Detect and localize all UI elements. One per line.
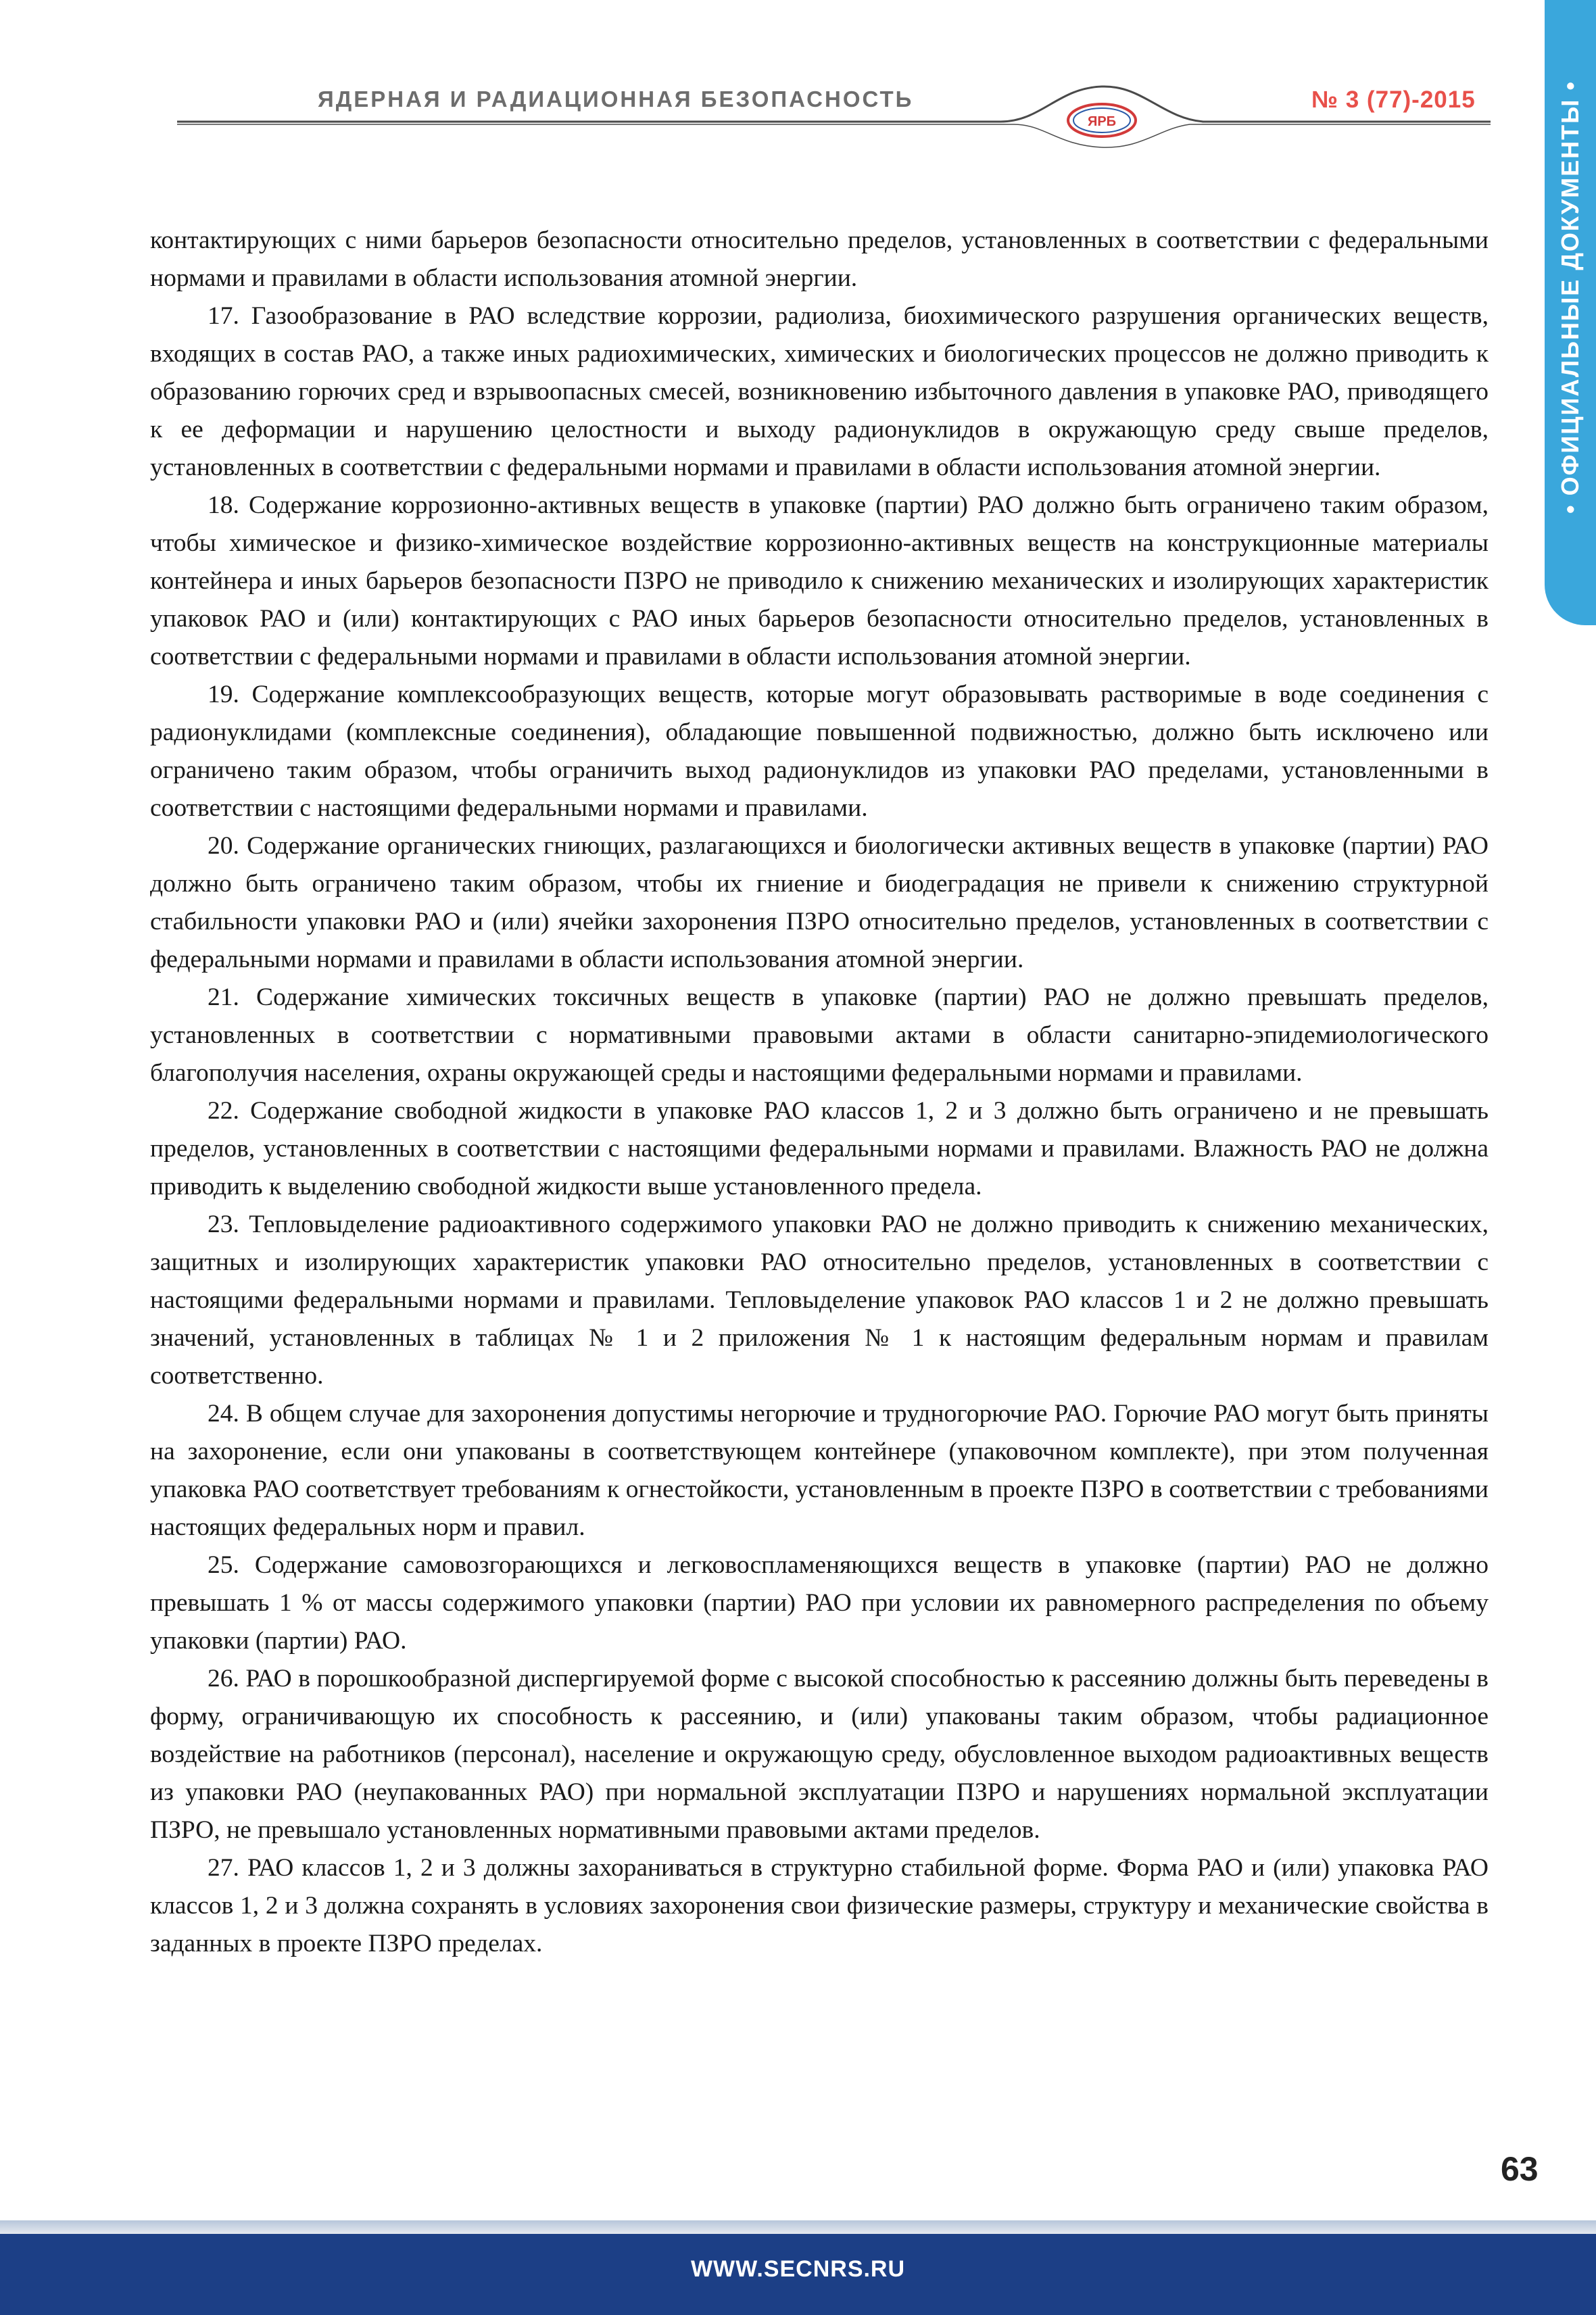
paragraph-23: 23. Тепловыделение радиоактивного содержимого упаковки РАО не должно приводить к снижению механических, защитных и изолирующих характеристик упаковки РАО относительно пределов, установленных в соответствии с настоящими федеральными нормами и правилами. Тепловыделение упаковок РАО классов 1 и 2 не должно превышать значений, установленных в таблицах № 1 и 2 приложения № 1 к настоящим федеральным нормам и правилам соответственно. (150, 1211, 1489, 1390)
section-side-tab-label (1543, 458, 1570, 514)
paragraph-22: 22. Содержание свободной жидкости в упаковке РАО классов 1, 2 и 3 должно быть ограничено и не превышать пределов, установленных в соответствии с настоящими федеральными нормами и правилами. Влажность РАО не должна приводить к выделению свободной жидкости выше установленного предела. (150, 1097, 1489, 1200)
paragraph-21: 21. Содержание химических токсичных веществ в упаковке (партии) РАО не должно превышать пределов, установленных в соответствии с нормативными правовыми актами в области санитарно-эпидемиологического благополучия населения, охраны окружающей среды и настоящими федеральными нормами и правилами. (150, 983, 1489, 1087)
paragraph-27: 27. РАО классов 1, 2 и 3 должны захораниваться в структурно стабильной форме. Форма РАО и (или) упаковка РАО классов 1, 2 и 3 должна сохранять в условиях захоронения свои физические размеры, структуру и механические свойства в заданных в проекте ПЗРО пределах. (150, 1854, 1489, 1957)
issue-number: № 3 (77)-2015 (1311, 87, 1476, 113)
journal-logo (1058, 95, 1146, 142)
paragraph-24: 24. В общем случае для захоронения допустимы негорючие и трудногорючие РАО. Горючие РАО могут быть приняты на захоронение, если они упакованы в соответствующем контейнере (упаковочном комплекте), при этом полученная упаковка РАО соответствует требованиям к огнестойкости, установленным в проекте ПЗРО в соответствии с требованиями настоящих федеральных норм и правил. (150, 1400, 1489, 1541)
page-number: 63 (1501, 2150, 1539, 2188)
paragraph-19: 19. Содержание комплексообразующих веществ, которые могут образовывать растворимые в воде соединения с радионуклидами (комплексные соединения), обладающие повышенной подвижностью, должно быть исключено или ограничено таким образом, чтобы ограничить выход радионуклидов из упаковки РАО пределами, установленными в соответствии с настоящими федеральными нормами и правилами. (150, 681, 1489, 822)
paragraph-26: 26. РАО в порошкообразной диспергируемой форме с высокой способностью к рассеянию должны быть переведены в форму, ограничивающую их способность к рассеянию, и (или) упакованы таким образом, чтобы радиационное воздействие на работников (персонал), население и окружающую среду, обусловленное выходом радиоактивных веществ из упаковки РАО (неупакованных РАО) при нормальной эксплуатации ПЗРО и нарушениях нормальной эксплуатации ПЗРО, не превышало установленных нормативными правовыми актами пределов. (150, 1665, 1489, 1844)
paragraph-continued: контактирующих с ними барьеров безопасности относительно пределов, установленных в соответствии с федеральными нормами и правилами в области использования атомной энергии. (150, 226, 1489, 292)
paragraph-17: 17. Газообразование в РАО вследствие коррозии, радиолиза, биохимического разрушения органических веществ, входящих в состав РАО, а также иных радиохимических, химических и биологических процессов не должно приводить к образованию горючих сред и взрывоопасных смесей, возникновению избыточного давления в упаковке РАО, приводящего к ее деформации и нарушению целостности и выходу радионуклидов в окружающую среду свыше пределов, установленных в соответствии с федеральными нормами и правилами в области использования атомной энергии. (150, 302, 1489, 481)
footer-band (0, 2220, 1596, 2234)
article-body (150, 222, 1489, 1963)
paragraph-25: 25. Содержание самовозгорающихся и легковоспламеняющихся веществ в упаковке (партии) РАО не должно превышать 1 % от массы содержимого упаковки (партии) РАО при условии их равномерного распределения по объему упаковки (партии) РАО. (150, 1551, 1489, 1655)
paragraph-18: 18. Содержание коррозионно-активных веществ в упаковке (партии) РАО должно быть ограничено таким образом, чтобы химическое и физико-химическое воздействие коррозионно-активных веществ на конструкционные материалы контейнера и иных барьеров безопасности ПЗРО не приводило к снижению механических и изолирующих характеристик упаковок РАО и (или) контактирующих с РАО иных барьеров безопасности относительно пределов, установленных в соответствии с федеральными нормами и правилами в области использования атомной энергии. (150, 491, 1489, 671)
paragraph-20: 20. Содержание органических гниющих, разлагающихся и биологически активных веществ в упаковке (партии) РАО должно быть ограничено таким образом, чтобы их гниение и биодеградация не привели к снижению структурной стабильности упаковки РАО и (или) ячейки захоронения ПЗРО относительно пределов, установленных в соответствии с федеральными нормами и правилами в области использования атомной энергии. (150, 832, 1489, 973)
footer-website-link[interactable]: WWW.SECNRS.RU (690, 2256, 906, 2282)
journal-title: ЯДЕРНАЯ И РАДИАЦИОННАЯ БЕЗОПАСНОСТЬ (318, 87, 914, 112)
page-header (0, 0, 1596, 176)
logo-text: ЯРБ (1087, 114, 1117, 129)
